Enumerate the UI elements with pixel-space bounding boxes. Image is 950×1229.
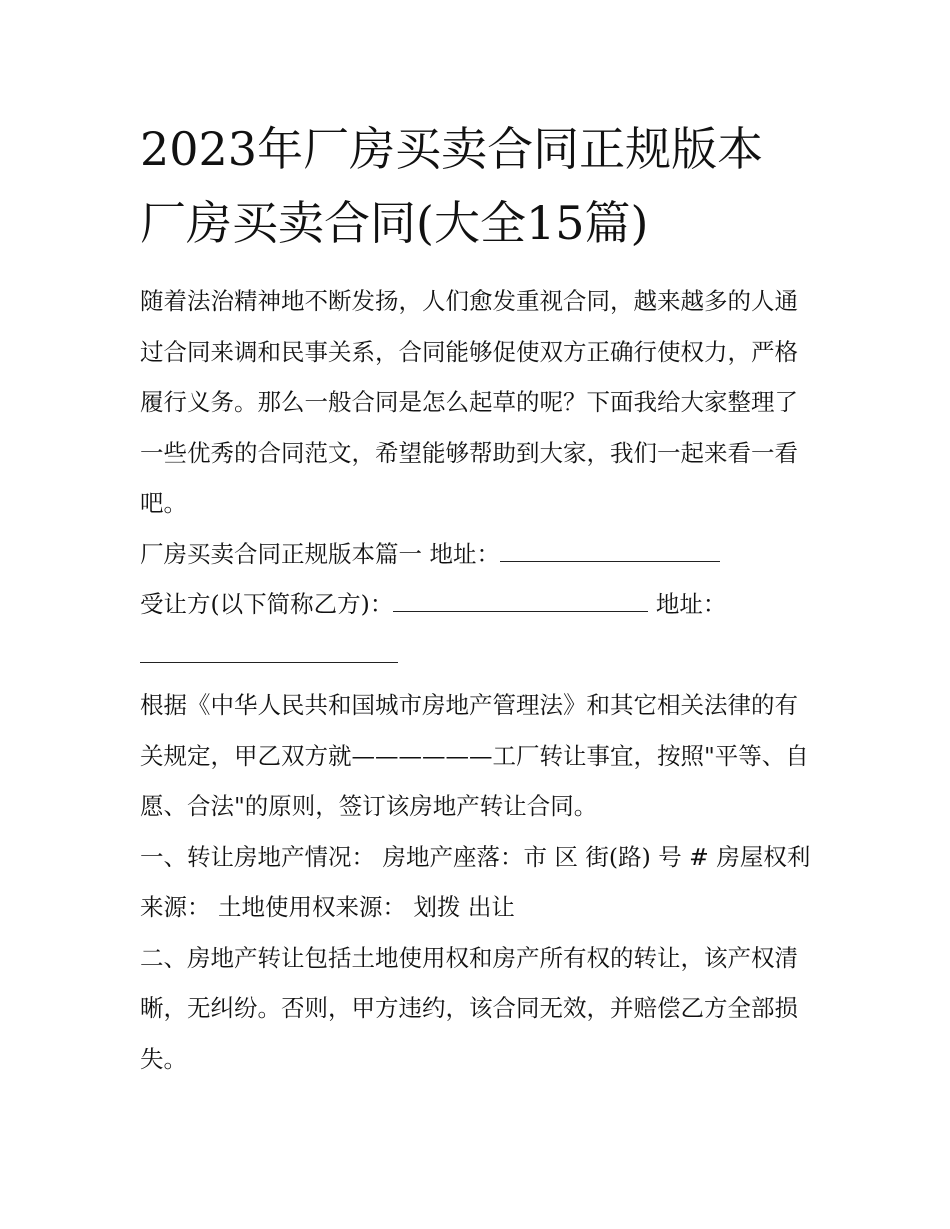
document-body bbox=[140, 276, 812, 1084]
clause-1: 一、转让房地产情况： 房地产座落：市 区 街(路) 号 # 房屋权利来源： 土地使用权来源： 划拨 出让 bbox=[140, 842, 811, 921]
address-label-2: 地址： bbox=[655, 590, 727, 618]
address-blank-2 bbox=[140, 640, 398, 663]
intro-paragraph: 随着法治精神地不断发扬，人们愈发重视合同，越来越多的人通过合同来调和民事关系，合同能够促使双方正确行使权力，严格履行义务。那么一般合同是怎么起草的呢？下面我给大家整理了一些优秀的合同范文，希望能够帮助到大家，我们一起来看一看吧。 bbox=[140, 287, 798, 517]
basis-paragraph: 根据《中华人民共和国城市房地产管理法》和其它相关法律的有关规定，甲乙双方就——————工厂转让事宜，按照"平等、自愿、合法"的原则，签订该房地产转让合同。 bbox=[140, 691, 809, 820]
title-line-2: 厂房买卖合同(大全15篇) bbox=[140, 196, 649, 250]
section-heading-line bbox=[140, 529, 812, 580]
transferee-blank bbox=[393, 589, 648, 612]
document-title bbox=[140, 112, 830, 260]
clause-2: 二、房地产转让包括土地使用权和房产所有权的转让，该产权清晰，无纠纷。否则，甲方违约，该合同无效，并赔偿乙方全部损失。 bbox=[140, 943, 798, 1073]
transferee-label: 受让方(以下简称乙方)： bbox=[140, 590, 394, 618]
transferee-line bbox=[140, 579, 812, 680]
address-blank bbox=[500, 539, 720, 562]
section-heading: 厂房买卖合同正规版本篇一 bbox=[140, 539, 422, 568]
address-label: 地址： bbox=[429, 539, 500, 568]
title-line-1: 2023年厂房买卖合同正规版本 bbox=[140, 122, 764, 176]
